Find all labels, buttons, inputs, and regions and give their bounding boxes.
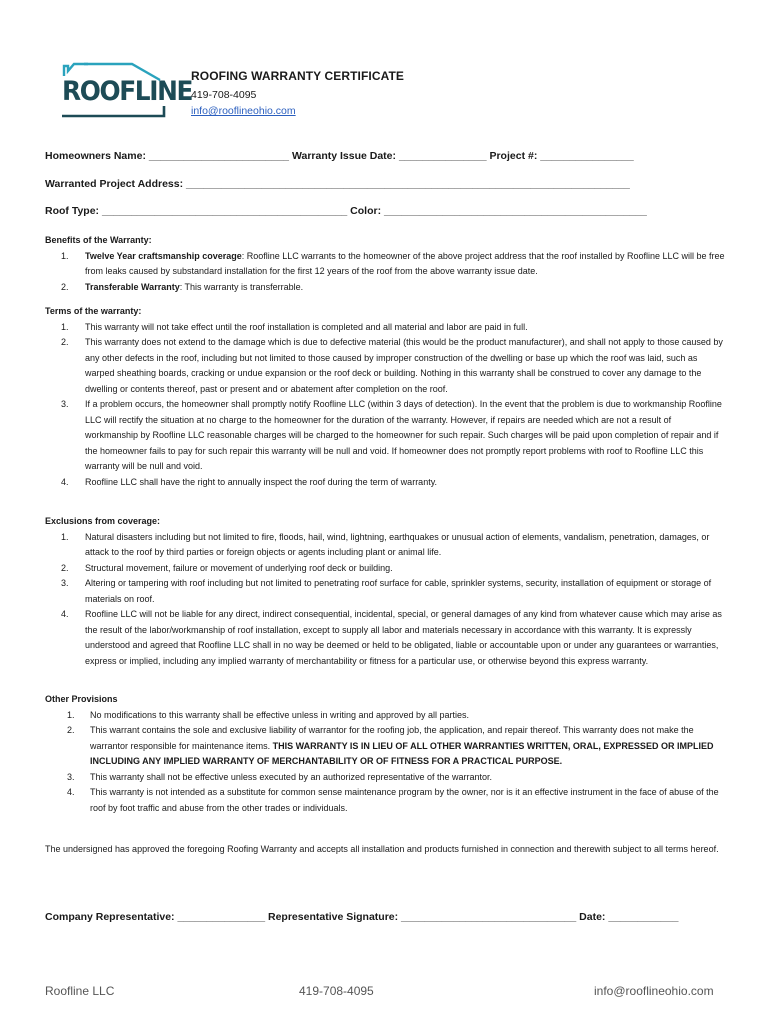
warranty-issue-date-label: Warranty Issue Date: xyxy=(291,150,397,162)
list-item: 4. This warranty is not intended as a substitute for common sense maintenance program by the owner, nor is it an effective instrument in the face of abuse of the roof by foot traffic and abuse from the other trades or individuals. xyxy=(67,787,719,813)
list-item: 1. Twelve Year craftsmanship coverage: Roofline LLC warrants to the homeowner of the above project address that the roof installed by Roofline LLC will be free from leaks caused by substandard installation for the first 12 years of the roof from the above warranty issue date. xyxy=(61,250,725,276)
list-item: 1. No modifications to this warranty shall be effective unless in writing and approved by all parties. xyxy=(67,709,470,720)
date-label: Date: xyxy=(579,911,606,923)
benefits-section xyxy=(45,233,725,295)
exclusions-section xyxy=(45,514,725,669)
date-field[interactable]: ____________ xyxy=(608,911,679,923)
roof-type-field[interactable]: __________________________________________ xyxy=(101,205,348,217)
homeowners-name-field[interactable]: ________________________ xyxy=(148,150,290,162)
other-provisions-title: Other Provisions xyxy=(45,694,118,704)
list-item: 3. If a problem occurs, the homeowner shall promptly notify Roofline LLC (within 3 days of detection). In the event that the problem is due to workmanship Roofline LLC will rectify the situation at no charge to the homeowner for the duration of the warranty. However, if repairs are needed which are not a result of workmanship by Roofline LLC reasonable charges will be charged to the homeowner for such repair. Such charges will be paid upon completion of repair and if the homeowner fails to pay for such repair this warranty will be null and void. If homeowner does not promptly report problems with roof to Roofline LLC this warranty will be null and void. xyxy=(61,399,722,471)
owner-info-row xyxy=(45,150,634,162)
project-number-label: Project #: xyxy=(489,150,538,162)
company-rep-label: Company Representative: xyxy=(45,911,175,923)
list-item: 3. This warranty shall not be effective unless executed by an authorized representative of the warrantor. xyxy=(67,771,493,782)
color-label: Color: xyxy=(350,205,382,217)
header-email-link[interactable]: info@rooflineohio.com xyxy=(191,105,296,117)
signature-row xyxy=(45,911,678,923)
project-address-field[interactable]: ____________________________________________________________________________ xyxy=(186,178,630,190)
company-rep-field[interactable]: _______________ xyxy=(177,911,266,923)
footer-company: Roofline LLC xyxy=(45,984,115,998)
exclusions-title: Exclusions from coverage: xyxy=(45,516,161,526)
list-item: 2. This warrant contains the sole and exclusive liability of warrantor for the roofing job, the application, and repair thereof. This warranty does not make the warrantor responsible for maintenance items. THIS WARRANTY IS IN LIEU OF ALL OTHER WARRANTIES WRITTEN, ORAL, EXPRESSED OR IMPLIED INCLUDING ANY IMPLIED WARRANTY OF MERCHANTABILITY OR OF FITNESS FOR A PRACTICAL PURPOSE. xyxy=(67,725,714,766)
terms-title: Terms of the warranty: xyxy=(45,306,142,316)
list-item: 2. Structural movement, failure or movement of underlying roof deck or building. xyxy=(61,562,393,573)
list-item: 2. This warranty does not extend to the damage which is due to defective material (this would be the product manufacturer), and shall not apply to those caused by any other defects in the roof, including but not limited to those caused by improper construction of the dwelling or base up which the roof was laid, such as warped sheathing boards, cracking or undue expansion or the roof deck or building. Nothing in this warranty shall be construed to cover any damage to the dwelling or contents thereof, past or present and or abatement after completion on the roof. xyxy=(61,337,723,394)
footer-phone: 419-708-4095 xyxy=(299,984,374,998)
list-item: 3. Altering or tampering with roof including but not limited to penetrating roof surface for cable, sprinkler systems, security, installation of equipment or storage of materials on roof. xyxy=(61,578,712,604)
project-address-label: Warranted Project Address: xyxy=(45,178,184,190)
other-provisions-section xyxy=(45,692,725,816)
roof-info-row xyxy=(45,205,647,217)
company-logo xyxy=(60,60,193,122)
benefits-title: Benefits of the Warranty: xyxy=(45,235,152,245)
homeowners-name-label: Homeowners Name: xyxy=(45,150,146,162)
rep-signature-label: Representative Signature: xyxy=(268,911,399,923)
footer-email: info@rooflineohio.com xyxy=(594,984,714,998)
logo-wordmark: ROOFLINE xyxy=(62,76,193,107)
list-item: 1. This warranty will not take effect until the roof installation is completed and all material and labor are paid in full. xyxy=(61,321,528,332)
terms-section xyxy=(45,304,725,490)
list-item: 4. Roofline LLC will not be liable for any direct, indirect consequential, incidental, special, or general damages of any kind from whatever cause which may arise as the result of the labor/workmanship of roof installation, except to supply all labor and materials necessary in accordance with this warranty. It is expressly understood and agreed that Roofline LLC shall in no way be deemed or held to be obligated, liable or accountable upon or under any guarantees or warranties, express or implied, including any implied warranty of merchantability or fitness for a particular use, or otherwise beyond this express warranty. xyxy=(61,609,722,666)
roof-type-label: Roof Type: xyxy=(45,205,100,217)
rep-signature-field[interactable]: ______________________________ xyxy=(401,911,577,923)
list-item: 4. Roofline LLC shall have the right to annually inspect the roof during the term of warranty. xyxy=(61,476,438,487)
list-item: 1. Natural disasters including but not limited to fire, floods, hail, wind, lightning, earthquakes or unusual action of elements, vandalism, penetration, damages, or attack to the roof by third parties or foreign objects or agents including plant or animal life. xyxy=(61,531,710,557)
certificate-title: ROOFING WARRANTY CERTIFICATE xyxy=(191,69,405,83)
address-row xyxy=(45,178,630,190)
project-number-field[interactable]: ________________ xyxy=(540,150,634,162)
undersigned-statement: The undersigned has approved the foregoing Roofing Warranty and accepts all installation and products furnished in connection and therewith subject to all terms hereof. xyxy=(45,844,719,854)
header-phone: 419-708-4095 xyxy=(191,89,257,101)
list-item: 2. Transferable Warranty: This warranty is transferrable. xyxy=(61,281,304,292)
color-field[interactable]: _____________________________________________ xyxy=(384,205,647,217)
warranty-issue-date-field[interactable]: _______________ xyxy=(398,150,487,162)
